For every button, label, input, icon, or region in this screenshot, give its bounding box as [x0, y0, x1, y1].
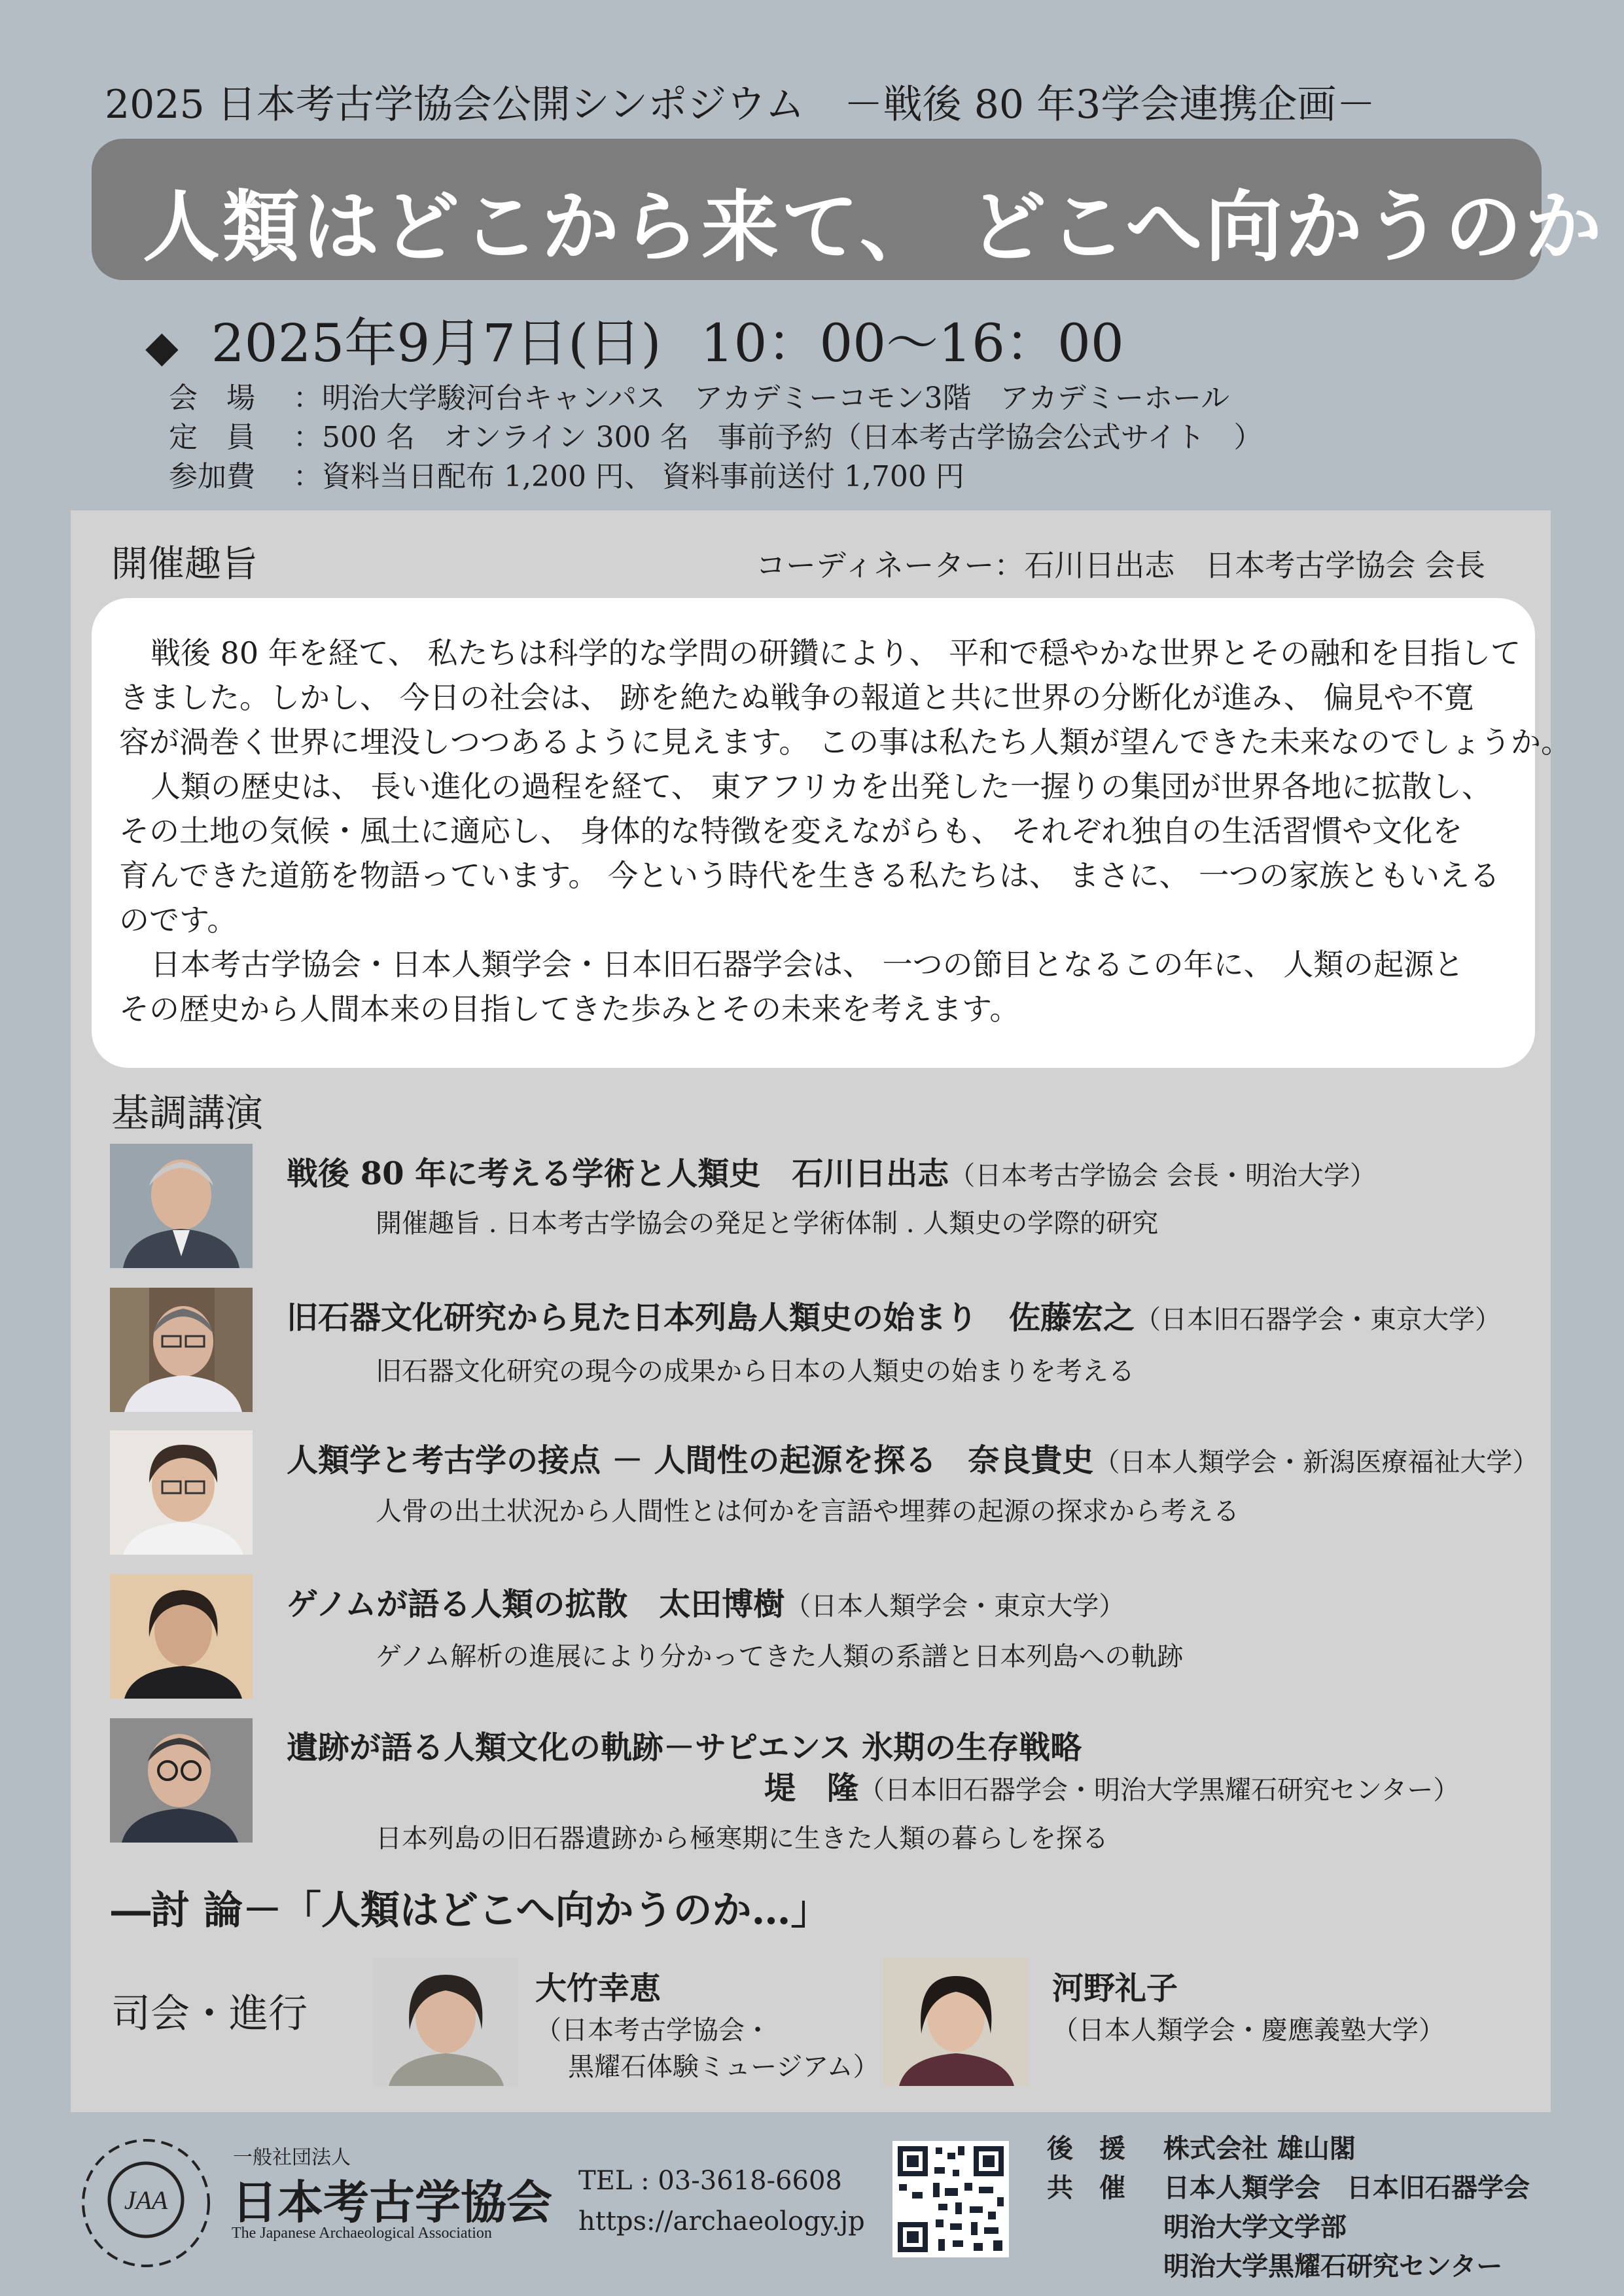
talk-affiliation: （日本人類学会・東京大学）: [785, 1591, 1125, 1621]
talk-affiliation: （日本旧石器学会・東京大学）: [1135, 1305, 1502, 1335]
info-capacity: [169, 414, 1263, 455]
event-date: 2025年9月7日(日): [211, 313, 662, 374]
speaker-photo: [110, 1574, 253, 1699]
talk-title-text: ゲノムが語る人類の拡散 太田博樹: [287, 1586, 785, 1623]
talk-affiliation: （日本人類学会・新潟医療福祉大学）: [1093, 1447, 1539, 1477]
purpose-line: きました。しかし、 今日の社会は、 跡を絶たぬ戦争の報道と共に世界の分断化が進み、 偏見や不寛: [119, 680, 1474, 715]
speaker-photo: [110, 1718, 253, 1843]
title-banner: [92, 139, 1605, 280]
moderator-name: 河野礼子: [1052, 1970, 1178, 2007]
moderator-name: 大竹幸恵: [535, 1970, 662, 2007]
talk-title: [287, 1292, 1501, 1337]
cohost-org: 明治大学文学部: [1163, 2212, 1347, 2242]
talk-title-text: 戦後 80 年に考える学術と人類史 石川日出志: [287, 1156, 949, 1192]
moderator-photo: [883, 1958, 1029, 2086]
org-name: 日本考古学協会: [232, 2175, 552, 2229]
talk-affiliation: （日本考古学協会 会長・明治大学）: [949, 1161, 1376, 1191]
talk-description: ゲノム解析の進展により分かってきた人類の系譜と日本列島への軌跡: [376, 1642, 1184, 1672]
purpose-line: 容が渦巻く世界に埋没しつつあるように見えます。 この事は私たち人類が望んできた未来なのでしょうか。: [119, 724, 1571, 760]
moderator-affiliation: （日本人類学会・慶應義塾大学）: [1052, 2015, 1445, 2045]
qr-code[interactable]: [892, 2141, 1009, 2257]
talk-title: [287, 1722, 1082, 1767]
org-name-english: The Japanese Archaeological Association: [232, 2225, 492, 2242]
mc-label: 司会・進行: [111, 1991, 308, 2037]
moderator-affiliation: （日本考古学協会・: [535, 2015, 771, 2045]
diamond-icon: ◆: [145, 321, 179, 372]
talk-title-text: 人類学と考古学の接点 － 人間性の起源を探る 奈良貴史: [287, 1442, 1094, 1479]
talk-description: 旧石器文化研究の現今の成果から日本の人類史の始まりを考える: [376, 1356, 1135, 1386]
purpose-line: のです。: [119, 902, 238, 938]
talk-title: [287, 1148, 1376, 1193]
info-value: ：500 名 オンライン 300 名 事前予約（日本考古学協会公式サイト ）: [293, 421, 1263, 454]
purpose-heading: 開催趣旨: [111, 543, 258, 586]
coordinator: コーディネーター：石川日出志 日本考古学協会 会長: [756, 548, 1485, 583]
talk-title: [287, 1435, 1538, 1480]
talk-title-text: 遺跡が語る人類文化の軌跡－サピエンス 氷期の生存戦略: [287, 1729, 1082, 1766]
purpose-line: その歴史から人間本来の目指してきた歩みとその未来を考えます。: [119, 991, 1020, 1027]
talk-title-text: 旧石器文化研究から見た日本列島人類史の始まり 佐藤宏之: [287, 1299, 1135, 1336]
org-logo: [77, 2134, 215, 2272]
logo-text: JAA: [124, 2185, 168, 2215]
talk-title: [287, 1579, 1125, 1624]
cohost-label: 共 催: [1047, 2172, 1125, 2203]
info-fee: [169, 453, 964, 495]
support-org: 株式会社 雄山閣: [1163, 2133, 1356, 2164]
discussion-title: ―討 論－「人類はどこへ向かうのか…」: [111, 1888, 830, 1934]
talk-speaker-line: [764, 1763, 1459, 1808]
speaker-photo: [110, 1144, 253, 1268]
talk-affiliation: （日本旧石器学会・明治大学黒耀石研究センター）: [858, 1775, 1460, 1805]
info-label: 会 場: [169, 381, 255, 415]
telephone: TEL : 03-3618-6608: [578, 2166, 842, 2196]
purpose-line: 人類の歴史は、 長い進化の過程を経て、 東アフリカを出発した一握りの集団が世界各地に拡散し、: [150, 769, 1492, 804]
info-label: 参加費: [169, 460, 255, 493]
talk-description: 人骨の出土状況から人間性とは何かを言語や埋葬の起源の探求から考える: [376, 1496, 1239, 1527]
talk-speaker: 堤 隆: [764, 1770, 859, 1807]
info-venue: [169, 374, 1229, 416]
purpose-box: [92, 598, 1571, 1068]
org-type: 一般社団法人: [233, 2146, 351, 2169]
website-link[interactable]: https://archaeology.jp: [578, 2206, 865, 2236]
purpose-line: その土地の気候・風土に適応し、 身体的な特徴を変えながらも、 それぞれ独自の生活習慣や文化を: [119, 813, 1463, 849]
info-value: ：明治大学駿河台キャンパス アカデミーコモン3階 アカデミーホール: [293, 381, 1230, 415]
purpose-line: 戦後 80 年を経て、 私たちは科学的な学問の研鑽により、 平和で穏やかな世界とその融和を目指して: [150, 635, 1521, 671]
support-label: 後 援: [1047, 2133, 1125, 2164]
info-label: 定 員: [169, 421, 255, 454]
moderator-photo: [373, 1958, 518, 2086]
info-value: ：資料当日配布 1,200 円、 資料事前送付 1,700 円: [293, 460, 964, 493]
event-time: 10：00～16：00: [700, 313, 1124, 374]
talk-description: 開催趣旨 . 日本考古学協会の発足と学術体制 . 人類史の学際的研究: [376, 1209, 1159, 1239]
keynote-heading: 基調講演: [111, 1091, 264, 1135]
moderator-affiliation: 黒耀石体験ミュージアム）: [568, 2052, 879, 2082]
cohost-org: 日本人類学会 日本旧石器学会: [1163, 2172, 1530, 2203]
main-title: 人類はどこから来て、 どこへ向かうのか: [143, 181, 1605, 272]
speaker-photo: [110, 1288, 253, 1412]
cohost-org: 明治大学黒耀石研究センター: [1163, 2251, 1503, 2282]
purpose-line: 育んできた道筋を物語っています。 今という時代を生きる私たちは、 まさに、 一つの家族ともいえる: [119, 858, 1500, 893]
speaker-photo: [110, 1430, 253, 1555]
date-line: [145, 301, 1124, 376]
top-heading: 2025 日本考古学協会公開シンポジウム －戦後 80 年3学会連携企画－: [105, 82, 1376, 128]
talk-description: 日本列島の旧石器遺跡から極寒期に生きた人類の暮らしを探る: [376, 1824, 1108, 1854]
purpose-line: 日本考古学協会・日本人類学会・日本旧石器学会は、 一つの節目となるこの年に、 人類の起源と: [150, 947, 1464, 982]
